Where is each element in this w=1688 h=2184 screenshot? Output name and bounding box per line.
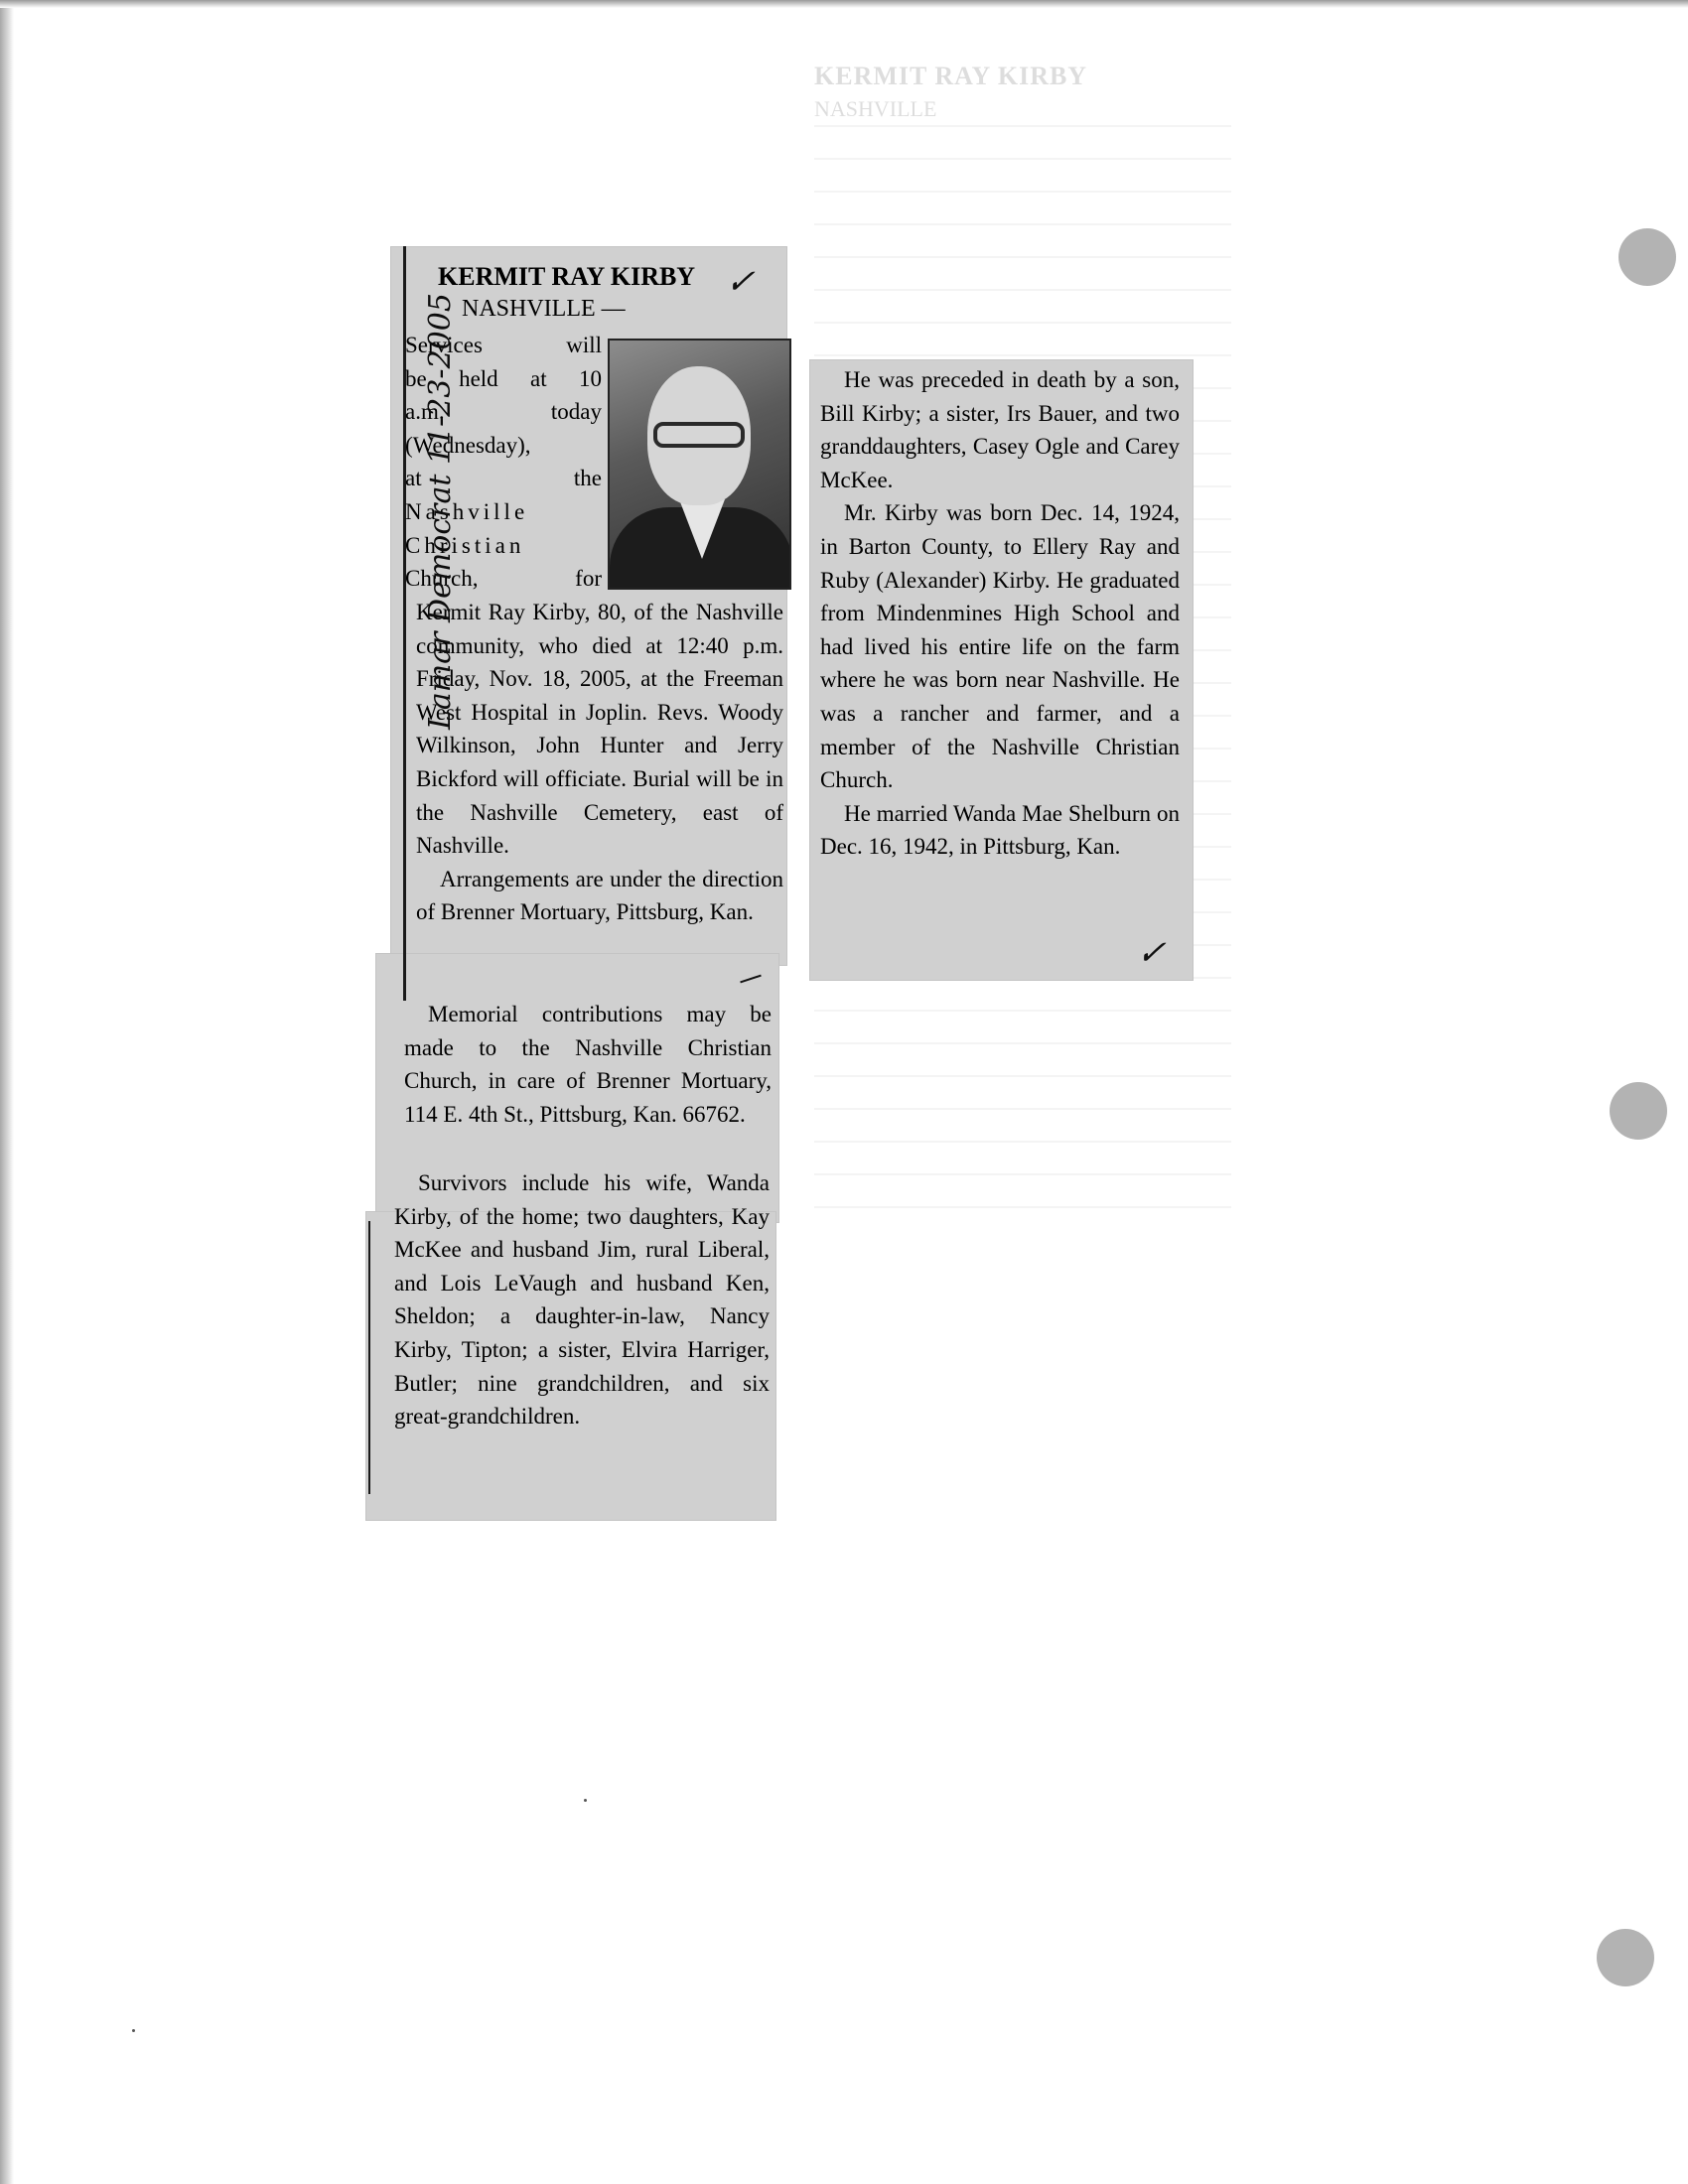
punch-hole-top	[1618, 228, 1676, 286]
portrait-photo	[608, 339, 791, 590]
paragraph-preceded: He was preceded in death by a son, Bill Kirby; a sister, Irs Bauer, and two granddaughters, Casey Ogle and Carey McKee.	[820, 367, 1180, 492]
scan-left-edge	[0, 0, 14, 2184]
lead-line: a.m. today	[405, 399, 602, 425]
check-mark-icon: ✓	[721, 262, 765, 302]
lead-line: Christian	[405, 532, 525, 558]
obituary-headline: KERMIT RAY KIRBY	[438, 262, 696, 291]
punch-hole-bottom	[1597, 1929, 1654, 1986]
photo-glasses	[653, 422, 745, 448]
handwritten-source-note: Lamar Democrat 11-23-2005	[423, 293, 458, 730]
scan-speck	[584, 1799, 587, 1802]
lead-line: Church, for	[405, 566, 602, 592]
bleed-through-reverse-side: KERMIT RAY KIRBY NASHVILLE	[814, 60, 1231, 1310]
paragraph-services: Kermit Ray Kirby, 80, of the Nashville community, who died at 12:40 p.m. Friday, Nov. 18, 2005, at the Freeman West Hospital in Joplin. Revs. Woody Wilkinson, John Hunter and Jerry Bickford will officiate. Burial will be in the Nashville Cemetery, east of Nashville.	[416, 600, 783, 859]
clipping-left-rule-lower	[368, 1221, 370, 1494]
paragraph-survivors: Survivors include his wife, Wanda Kirby, of the home; two daughters, Kay McKee and husband Jim, rural Liberal, and Lois LeVaugh and husband Ken, Sheldon; a daughter-in-law, Nancy Kirby, Tipton; a sister, Elvira Harriger, Butler; nine grandchildren, and six great-grandchildren.	[394, 1170, 770, 1430]
obituary-lead-continued	[416, 596, 783, 929]
lead-line: be held at 10	[405, 365, 602, 391]
punch-hole-middle	[1610, 1082, 1667, 1140]
check-mark-icon: ✓	[1132, 933, 1176, 973]
paragraph-born: Mr. Kirby was born Dec. 14, 1924, in Barton County, to Ellery Ray and Ruby (Alexander) Kirby. He graduated from Mindenmines High School and had lived his entire life on the farm where he was born near Nashville. He was a rancher and farmer, and a member of the Nashville Christian Church.	[820, 500, 1180, 793]
obituary-memorial-block	[404, 998, 772, 1131]
paragraph-arrangements: Arrangements are under the direction of Brenner Mortuary, Pittsburg, Kan.	[416, 866, 783, 925]
obituary-survivors-block	[394, 1166, 770, 1433]
obituary-dateline: NASHVILLE —	[462, 296, 626, 322]
paragraph-married: He married Wanda Mae Shelburn on Dec. 16, 1942, in Pittsburg, Kan.	[820, 800, 1180, 860]
paragraph-memorial: Memorial contributions may be made to the Nashville Christian Church, in care of Brenner Mortuary, 114 E. 4th St., Pittsburg, Kan. 66762.	[404, 1002, 772, 1127]
lead-line: (Wednesday),	[405, 432, 531, 458]
lead-line: Nashville	[405, 498, 529, 524]
lead-line: Services will	[405, 333, 602, 357]
scan-top-edge	[0, 0, 1688, 8]
obituary-column-2-text	[820, 363, 1180, 864]
lead-line: at the	[405, 466, 602, 491]
scan-speck	[132, 2029, 135, 2032]
